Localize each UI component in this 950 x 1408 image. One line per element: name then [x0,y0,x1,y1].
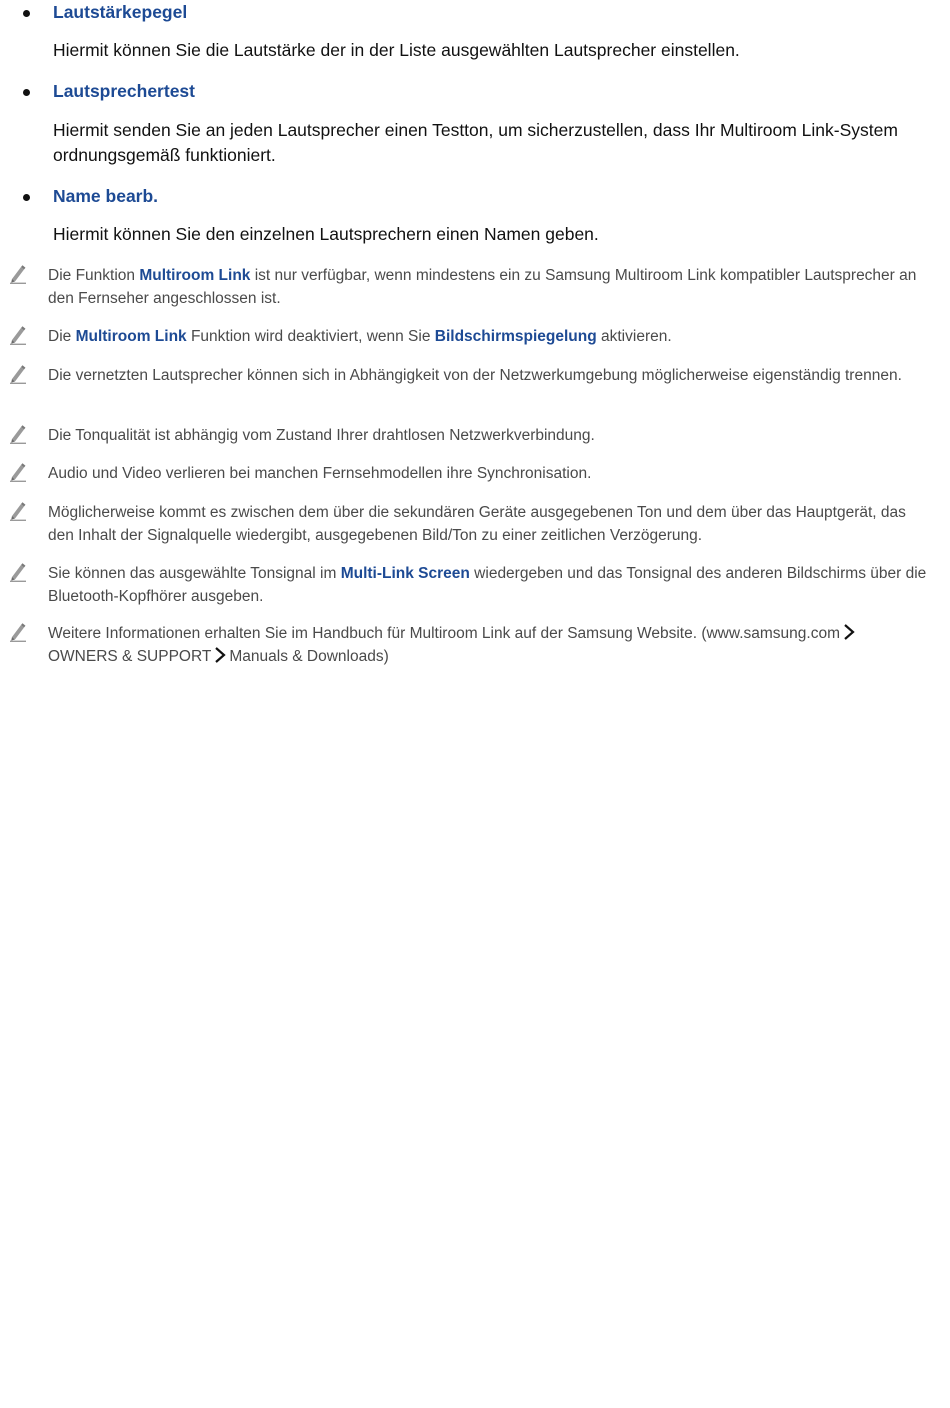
bullet-dot [23,194,30,201]
pencil-note-icon [9,462,27,482]
pencil-note-icon [9,364,27,384]
note-text: Möglicherweise kommt es zwischen dem über die sekundären Geräte ausgegebenen Ton und dem über das Hauptgerät, das den Inhalt der Signalquelle wiedergibt, ausgegebenen Bild/Ton zu einer zeitlichen Verzögerung. [48,504,906,544]
multiroom-link-term: Multiroom Link [139,267,251,284]
chevron-right-icon [842,623,856,641]
chevron-right-icon [213,646,227,664]
note-text: Weitere Informationen erhalten Sie im Handbuch für Multiroom Link auf der Samsung Website. (www.samsung.com OWNERS & SUPPORT Manuals & Downloads) [48,622,918,668]
bullet-title: Name bearb. [53,186,159,206]
pencil-note-icon [9,501,27,521]
bullet-description: Hiermit können Sie den einzelnen Lautsprechern einen Namen geben. [53,224,599,244]
bullet-title: Lautstärkepegel [53,2,188,22]
bullet-dot [23,10,30,17]
note-text: Sie können das ausgewählte Tonsignal im Multi-Link Screen wiedergeben und das Tonsignal des anderen Bildschirms über die Bluetooth-Kopfhörer ausgeben. [48,565,927,605]
note-text: Die Tonqualität ist abhängig vom Zustand Ihrer drahtlosen Netzwerkverbindung. [48,427,595,444]
multi-link-screen-term: Multi-Link Screen [340,565,470,582]
bullet-title: Lautsprechertest [53,81,195,101]
screen-mirroring-term: Bildschirmspiegelung [434,328,597,345]
bullet-dot [23,89,30,96]
pencil-note-icon [9,622,27,642]
note-text: Die vernetzten Lautsprecher können sich in Abhängigkeit von der Netzwerkumgebung möglicherweise eigenständig trennen. [48,367,902,384]
pencil-note-icon [9,264,27,284]
bullet-description: Hiermit senden Sie an jeden Lautsprecher einen Testton, um sicherzustellen, dass Ihr Multiroom Link-System ordnungsgemäß funktioniert. [53,120,898,165]
pencil-note-icon [9,562,27,582]
pencil-note-icon [9,325,27,345]
bullet-description: Hiermit können Sie die Lautstärke der in der Liste ausgewählten Lautsprecher einstellen. [53,40,740,60]
note-text: Die Multiroom Link Funktion wird deaktiviert, wenn Sie Bildschirmspiegelung aktivieren. [48,328,672,345]
note-text: Die Funktion Multiroom Link ist nur verfügbar, wenn mindestens ein zu Samsung Multiroom Link kompatibler Lautsprecher an den Fernseher angeschlossen ist. [48,267,917,307]
pencil-note-icon [9,424,27,444]
multiroom-link-term: Multiroom Link [75,328,187,345]
note-text: Audio und Video verlieren bei manchen Fernsehmodellen ihre Synchronisation. [48,465,592,482]
